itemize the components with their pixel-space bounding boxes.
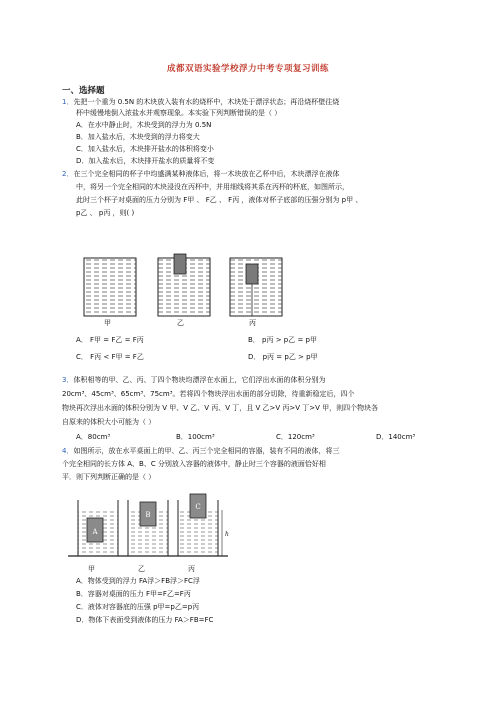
q1-line-1: 1．先把一个重为 0.5N 的木块放入装有水的烧杯中，木块处于漂浮状态；再沿烧杯壁往烧 [62, 98, 340, 106]
q4-option-d: D．物体下表面受到液体的压力 FA＞FB=FC [76, 616, 214, 624]
q4-option-c: C．液体对容器底的压强 p甲=p乙=p丙 [76, 603, 200, 611]
q3-option-a: A．80cm³ [76, 433, 111, 441]
q4-caption-bing: 丙 [188, 565, 195, 573]
q3-line-3: 物块再次浮出水面的体积分别为 V 甲、V 乙、V 丙、V 丁，且 V 乙>V 丙>V 丁>V 甲，则四个物块各 [62, 404, 379, 412]
q3-line-4: 自原来的体积大小可能为（ ） [62, 418, 156, 426]
q2-option-c: C． F丙 < F甲 = F乙 [76, 353, 144, 361]
q4-line-1: 4．如图所示，放在水平桌面上的甲、乙、丙三个完全相同的容器，装有不同的液体，将三 [62, 447, 340, 455]
q3-option-d: D．140cm³ [376, 433, 416, 441]
q1-option-a: A．在水中静止时，木块受到的浮力为 0.5N [76, 121, 212, 129]
q4-number: 4． [62, 447, 74, 455]
q2-line-1: 2．在三个完全相同的杯子中均盛满某种液体后，将一木块放在乙杯中后，木块漂浮在液体 [62, 170, 340, 178]
q4-option-b: B．容器对桌面的压力 F甲=F乙=F丙 [76, 590, 191, 598]
block-a-label: A [92, 528, 98, 536]
q3-line-2: 20cm³、45cm³、65cm³、75cm³。若将四个物块浮出水面的部分切除，待重新稳定后，四个 [62, 390, 355, 398]
q2-number: 2． [62, 170, 74, 178]
height-label: h [225, 531, 229, 538]
q2-line-4: p乙 、 p丙 ，则( ) [76, 209, 135, 217]
q2-option-a: A． F甲 = F乙 = F丙 [76, 336, 144, 344]
q3-number: 3． [62, 376, 74, 384]
q3-option-c: C．120cm³ [276, 433, 315, 441]
q4-caption-yi: 乙 [138, 565, 145, 573]
q4-line-3: 平．则下列判断正确的是（ ） [62, 473, 156, 481]
q4-option-a: A．物体受到的浮力 FA浮＞FB浮＞FC浮 [76, 577, 200, 585]
cup-jia [84, 258, 136, 316]
q2-option-b: B． p丙 > p乙 = p甲 [248, 336, 317, 344]
q3-line-1: 3．体积相等的甲、乙、丙、丁四个物块均漂浮在水面上，它们浮出水面的体积分别为 [62, 376, 326, 384]
wood-block-floating [174, 254, 186, 274]
q3-option-b: B．100cm³ [176, 433, 215, 441]
q2-line-3: 此时三个杯子对桌面的压力分别为 F甲 、 F乙 、 F丙 ，液体对杯子底部的压强分别为 p甲 、 [76, 196, 363, 204]
q1-option-c: C．加入盐水后，木块排开盐水的体积将变小 [76, 145, 214, 153]
q4-line-2: 个完全相同的长方体 A、B、C 分别放入容器的液体中，静止时三个容器的液面恰好相 [62, 460, 326, 468]
wood-block-submerged [246, 264, 258, 284]
page-title: 成都双语实验学校浮力中考专项复习训练 [166, 64, 329, 74]
q4-containers-figure [68, 490, 228, 562]
q2-caption-jia: 甲 [104, 319, 111, 327]
q1-number: 1． [62, 98, 74, 106]
q1-option-d: D．加入盐水后，木块排开盐水的质量将不变 [76, 157, 215, 165]
q2-line-2: 中，将另一个完全相同的木块浸没在丙杯中，并用细线将其系在丙杯的杯底，如图所示， [76, 183, 349, 191]
q2-caption-bing: 丙 [249, 319, 256, 327]
q1-line-2: 杯中缓慢地倒入浓盐水并观察现象。本实验下列判断错误的是（ ） [76, 109, 282, 117]
section-heading: 一、选择题 [62, 86, 105, 96]
q2-caption-yi: 乙 [177, 319, 184, 327]
block-c-label: C [195, 503, 201, 511]
q1-option-b: B．加入盐水后，木块受到的浮力将变大 [76, 133, 200, 141]
q2-option-d: D． p丙 = p乙 > p甲 [248, 353, 318, 361]
q2-cups-figure [70, 250, 310, 326]
q4-caption-jia: 甲 [88, 565, 95, 573]
block-b-label: B [145, 511, 151, 519]
